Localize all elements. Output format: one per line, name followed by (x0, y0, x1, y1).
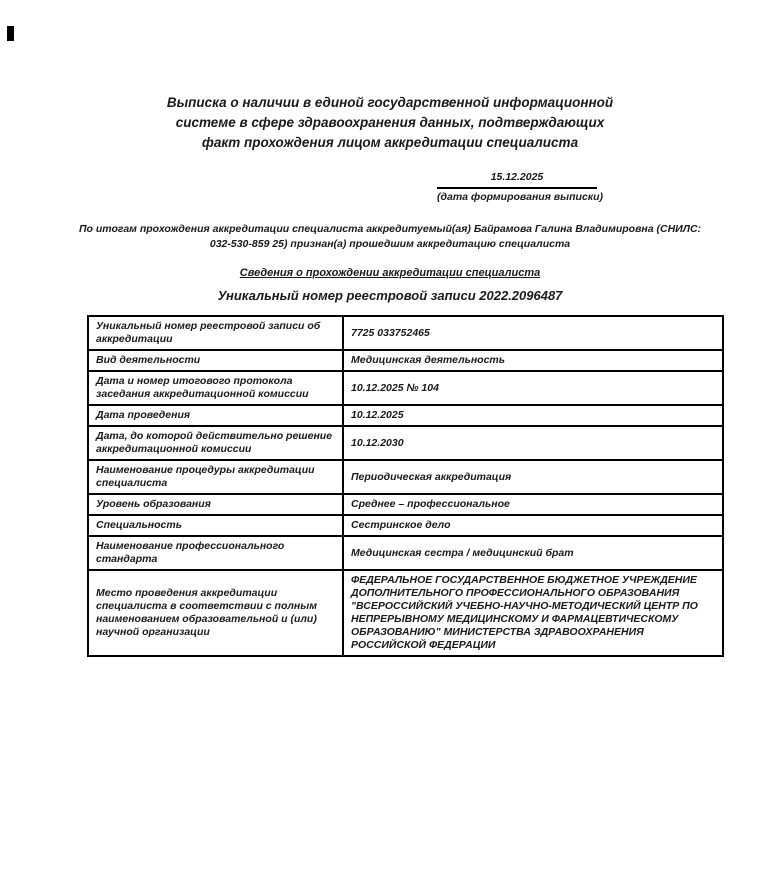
row-value: Периодическая аккредитация (343, 460, 723, 494)
row-label: Наименование профессионального стандарта (88, 536, 343, 570)
row-label: Уникальный номер реестровой записи об аккредитации (88, 316, 343, 350)
row-value: 10.12.2025 (343, 405, 723, 426)
row-label: Уровень образования (88, 494, 343, 515)
table-row (88, 460, 723, 494)
row-value: Сестринское дело (343, 515, 723, 536)
extract-date-caption: (дата формирования выписки) (437, 191, 604, 203)
intro-paragraph: По итогам прохождения аккредитации специалиста аккредитуемый(ая) Байрамова Галина Владимировна (СНИЛС: 032-530-859 25) признан(а) прошедшим аккредитацию специалиста (78, 223, 702, 250)
row-label: Дата проведения (88, 405, 343, 426)
table-row (88, 515, 723, 536)
row-value: 10.12.2025 № 104 (343, 371, 723, 405)
table-row (88, 350, 723, 371)
table-row (88, 536, 723, 570)
row-value: Среднее – профессиональное (343, 494, 723, 515)
row-value: Медицинская деятельность (343, 350, 723, 371)
date-block (437, 171, 604, 204)
extract-date: 15.12.2025 (437, 171, 597, 189)
document-title: Выписка о наличии в единой государственной информационной системе в сфере здравоохранения данных, подтверждающих факт прохождения лицом аккредитации специалиста (166, 95, 614, 150)
table-row (88, 426, 723, 460)
accreditation-table (87, 315, 724, 657)
table-row (88, 371, 723, 405)
scan-artifact-mark (7, 26, 14, 41)
table-row (88, 405, 723, 426)
registry-record-heading: Уникальный номер реестровой записи 2022.2096487 (217, 288, 563, 303)
row-value: 10.12.2030 (343, 426, 723, 460)
row-label: Вид деятельности (88, 350, 343, 371)
row-value: 7725 033752465 (343, 316, 723, 350)
section-heading: Сведения о прохождении аккредитации специалиста (239, 267, 541, 279)
row-label: Наименование процедуры аккредитации специалиста (88, 460, 343, 494)
row-label: Дата и номер итогового протокола заседания аккредитационной комиссии (88, 371, 343, 405)
row-label: Специальность (88, 515, 343, 536)
table-row (88, 570, 723, 656)
table-row (88, 494, 723, 515)
table-row (88, 316, 723, 350)
row-label: Дата, до которой действительно решение аккредитационной комиссии (88, 426, 343, 460)
row-value: ФЕДЕРАЛЬНОЕ ГОСУДАРСТВЕННОЕ БЮДЖЕТНОЕ УЧРЕЖДЕНИЕ ДОПОЛНИТЕЛЬНОГО ПРОФЕССИОНАЛЬНОГО ОБРАЗОВАНИЯ "ВСЕРОССИЙСКИЙ УЧЕБНО-НАУЧНО-МЕТОДИЧЕСКИЙ ЦЕНТР ПО НЕПРЕРЫВНОМУ МЕДИЦИНСКОМУ И ФАРМАЦЕВТИЧЕСКОМУ ОБРАЗОВАНИЮ" МИНИСТЕРСТВА ЗДРАВООХРАНЕНИЯ РОССИЙСКОЙ ФЕДЕРАЦИИ (343, 570, 723, 656)
row-label: Место проведения аккредитации специалиста в соответствии с полным наименованием образовательной и (или) научной организации (88, 570, 343, 656)
accreditation-table-body (88, 316, 723, 656)
row-value: Медицинская сестра / медицинский брат (343, 536, 723, 570)
